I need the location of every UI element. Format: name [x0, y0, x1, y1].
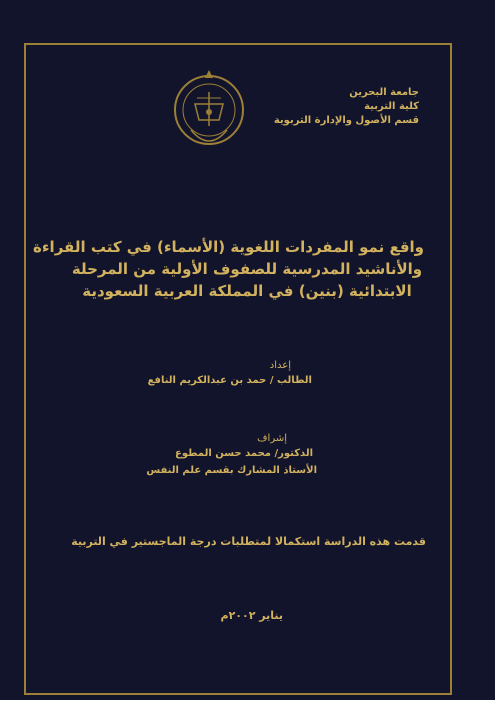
department-name: قسم الأصول والإدارة التربوية	[273, 115, 419, 126]
college-name: كلية التربية	[364, 101, 419, 112]
prepared-by-label: إعداد	[269, 360, 291, 371]
thesis-title	[33, 236, 424, 302]
submission-date: يناير ٢٠٠٢م	[220, 609, 283, 622]
supervision-label: إشراف	[257, 433, 287, 444]
degree-statement: قدمت هذه الدراسة استكمالا لمتطلبات درجة الماجستير في التربية	[71, 535, 426, 548]
university-name: جامعة البحرين	[349, 87, 419, 98]
university-header	[274, 86, 419, 128]
supervisor-name: الدكتور/ محمد حسن المطوع	[175, 448, 313, 459]
title-line-3: الابتدائية (بنين) في المملكة العربية السعودية	[82, 282, 412, 300]
student-name: الطالب / حمد بن عبدالكريم النافع	[147, 375, 312, 386]
title-line-2: والأناشيد المدرسية للصفوف الأولية من المرحلة	[71, 260, 423, 278]
title-line-1: واقع نمو المفردات اللغوية (الأسماء) في كتب القراءة	[33, 238, 424, 256]
supervisor-title: الأستاذ المشارك بقسم علم النفس	[146, 465, 317, 476]
university-seal-icon	[161, 68, 257, 158]
